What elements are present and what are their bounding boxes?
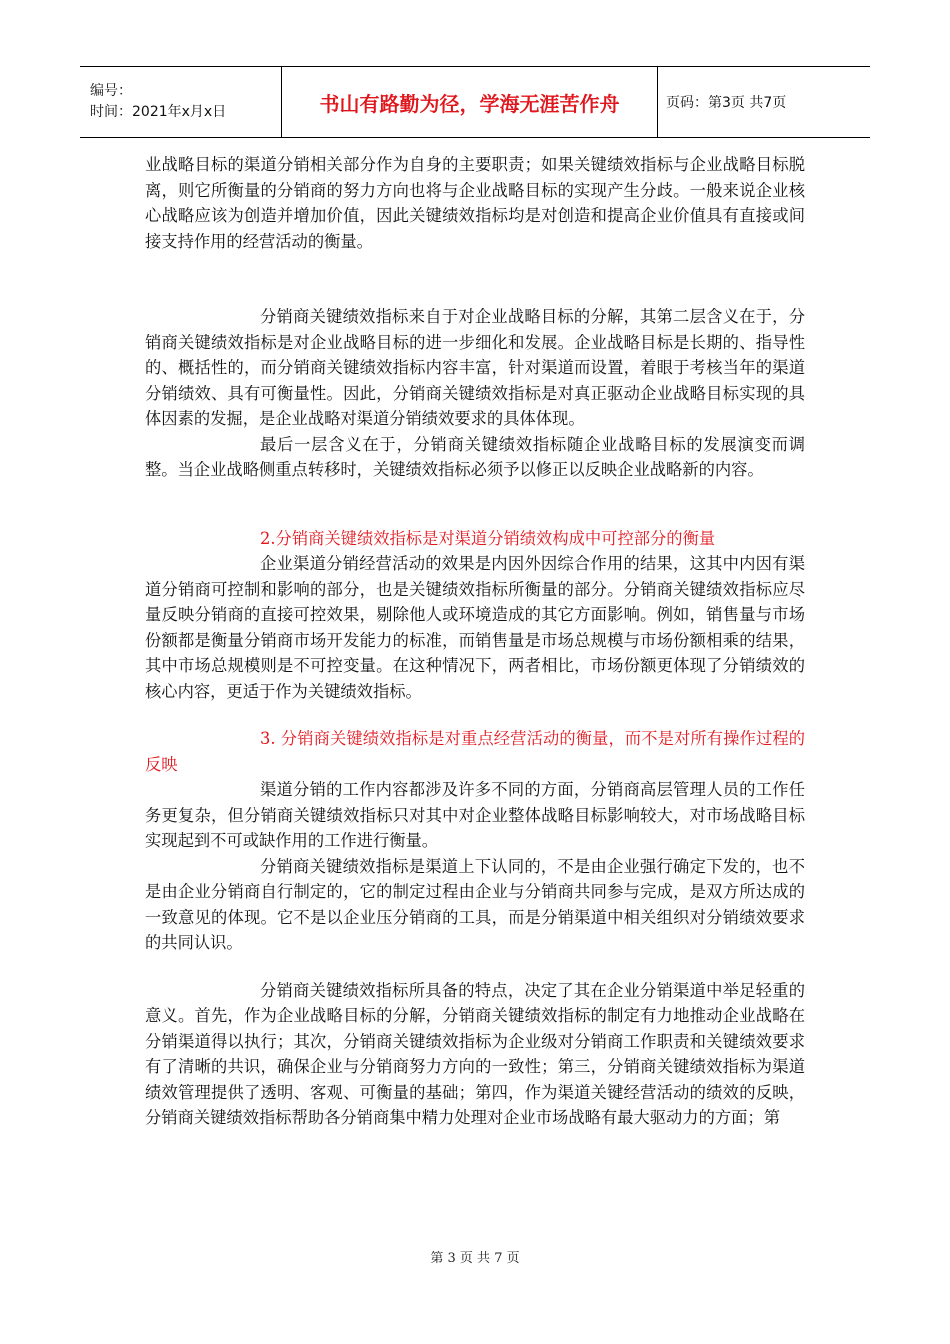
header-page-info: 页码：第3页 共7页 xyxy=(666,95,787,111)
section-heading: 3. 分销商关键绩效指标是对重点经营活动的衡量，而不是对所有操作过程的反映 xyxy=(145,729,805,774)
page-footer: 第 3 页 共 7 页 xyxy=(430,1251,520,1266)
paragraph: 分销商关键绩效指标所具备的特点，决定了其在企业分销渠道中举足轻重的意义。首先，作为企业战略目标的分解，分销商关键绩效指标的制定有力地推动企业战略在分销渠道得以执行；其次，分销商关键绩效指标为企业级对分销商工作职责和关键绩效要求有了清晰的共识，确保企业与分销商努力方向的一致性；第三，分销商关键绩效指标为渠道绩效管理提供了透明、客观、可衡量的基础；第四，作为渠道关键经营活动的绩效的反映，分销商关键绩效指标帮助各分销商集中精力处理对企业市场战略有最大驱动力的方面；第 xyxy=(145,980,805,1127)
paragraph: 最后一层含义在于，分销商关键绩效指标随企业战略目标的发展演变而调整。当企业战略侧重点转移时，关键绩效指标必须予以修正以反映企业战略新的内容。 xyxy=(145,434,805,479)
document-number-label: 编号： xyxy=(90,83,132,99)
document-date: 时间：2021年x月x日 xyxy=(90,104,227,120)
header-motto: 书山有路勤为径，学海无涯苦作舟 xyxy=(282,67,658,137)
document-body xyxy=(145,152,805,1131)
paragraph: 渠道分销的工作内容都涉及许多不同的方面，分销商高层管理人员的工作任务更复杂，但分销商关键绩效指标只对其中对企业整体战略目标影响较大，对市场战略目标实现起到不可或缺作用的工作进行衡量。 xyxy=(145,780,805,850)
section-heading: 2.分销商关键绩效指标是对渠道分销绩效构成中可控部分的衡量 xyxy=(260,528,716,548)
paragraph: 业战略目标的渠道分销相关部分作为自身的主要职责；如果关键绩效指标与企业战略目标脱离，则它所衡量的分销商的努力方向也将与企业战略目标的实现产生分歧。一般来说企业核心战略应该为创造并增加价值，因此关键绩效指标均是对创造和提高企业价值具有直接或间接支持作用的经营活动的衡量。 xyxy=(145,155,805,251)
paragraph: 分销商关键绩效指标是渠道上下认同的，不是由企业强行确定下发的，也不是由企业分销商自行制定的，它的制定过程由企业与分销商共同参与完成，是双方所达成的一致意见的体现。它不是以企业压分销商的工具，而是分销渠道中相关组织对分销绩效要求的共同认识。 xyxy=(145,856,805,952)
header-meta xyxy=(80,67,282,137)
paragraph: 企业渠道分销经营活动的效果是内因外因综合作用的结果，这其中内因有渠道分销商可控制和影响的部分，也是关键绩效指标所衡量的部分。分销商关键绩效指标应尽量反映分销商的直接可控效果，剔除他人或环境造成的其它方面影响。例如，销售量与市场份额都是衡量分销商市场开发能力的标准，而销售量是市场总规模与市场份额相乘的结果，其中市场总规模则是不可控变量。在这种情况下，两者相比，市场份额更体现了分销绩效的核心内容，更适于作为关键绩效指标。 xyxy=(145,554,805,701)
paragraph: 分销商关键绩效指标来自于对企业战略目标的分解，其第二层含义在于，分销商关键绩效指标是对企业战略目标的进一步细化和发展。企业战略目标是长期的、指导性的、概括性的，而分销商关键绩效指标内容丰富，针对渠道而设置，着眼于考核当年的渠道分销绩效、具有可衡量性。因此，分销商关键绩效指标是对真正驱动企业战略目标实现的具体因素的发掘，是企业战略对渠道分销绩效要求的具体体现。 xyxy=(145,307,805,428)
page-header xyxy=(80,66,870,138)
